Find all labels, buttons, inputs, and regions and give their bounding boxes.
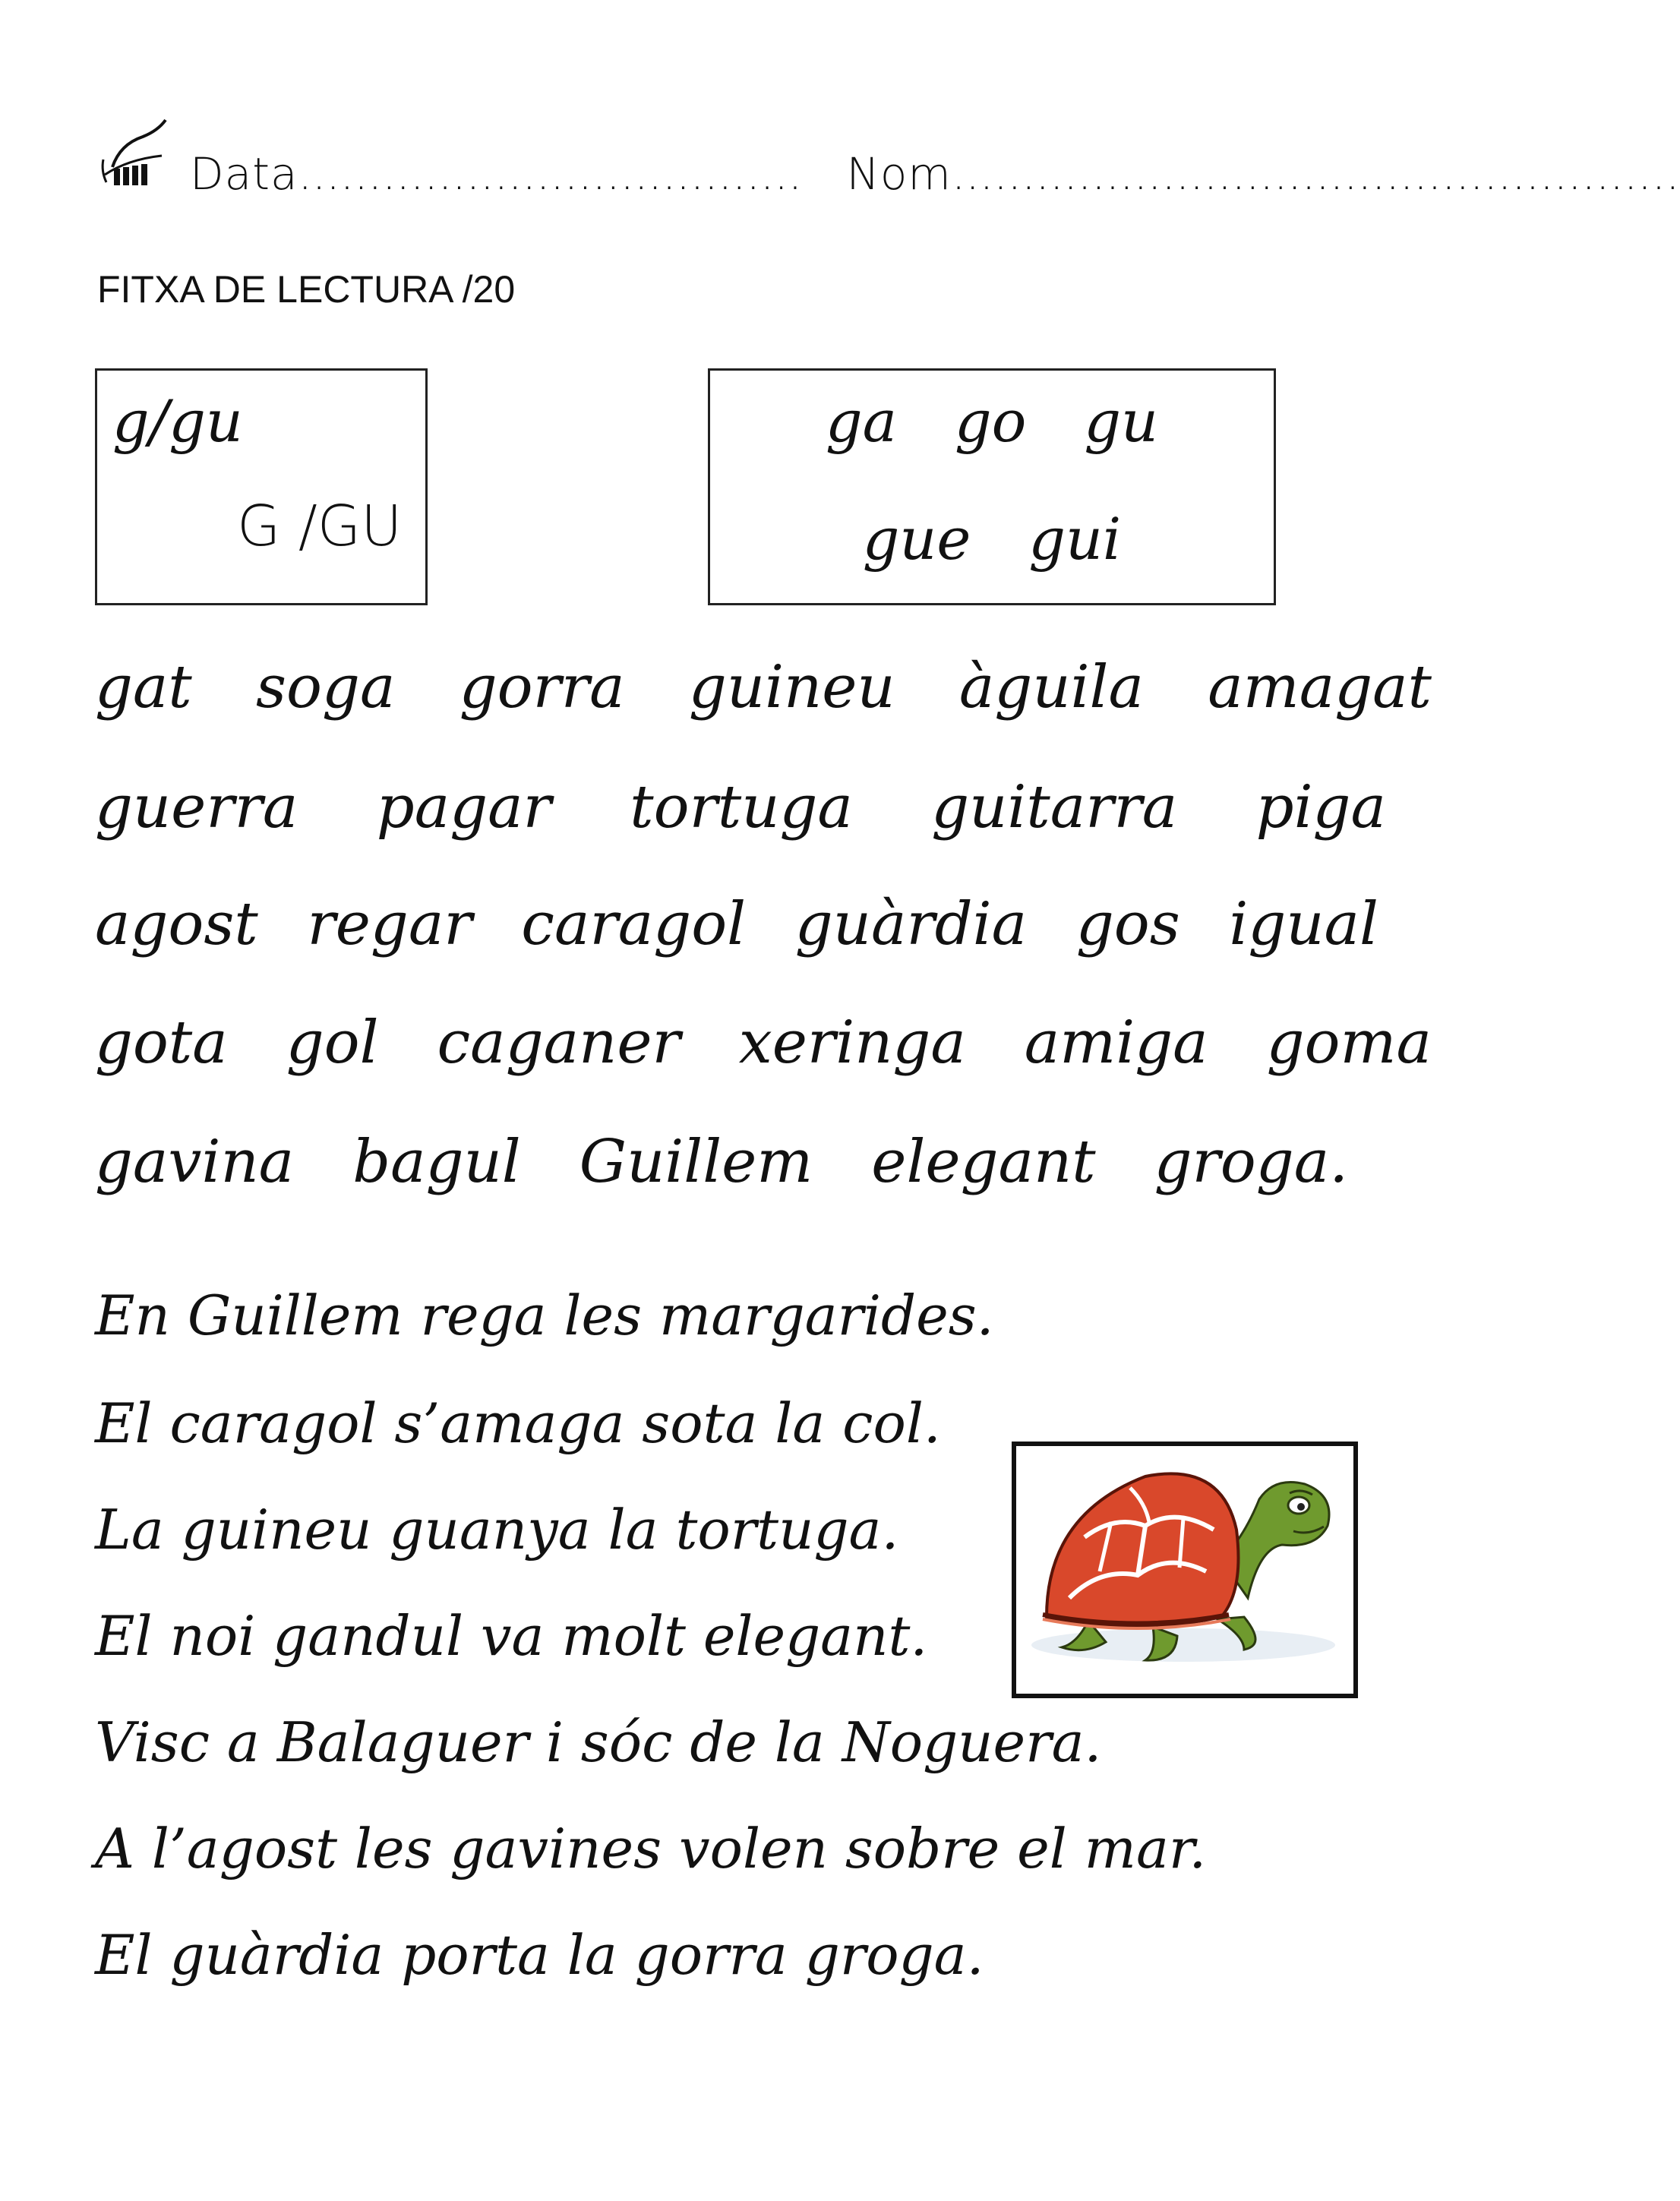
word: pagar [376,773,551,842]
sentence: La guineu guanya la tortuga. [95,1498,899,1562]
syllable: gui [1028,505,1122,573]
word: soga [256,653,396,722]
header-line [190,148,1680,200]
date-label: Data [190,148,298,200]
syllable: ga [826,387,897,455]
word: àguila [958,653,1144,722]
letter-lowercase: g/gu [112,387,243,455]
word: caragol [521,890,747,958]
word: gota [95,1009,228,1077]
word: guerra [95,773,298,842]
word: bagul [352,1128,521,1196]
date-field[interactable]: .................................... [298,148,803,200]
sentence: En Guillem rega les margarides. [95,1284,994,1347]
name-field[interactable]: .................................................... [951,148,1680,200]
word: guitarra [931,773,1178,842]
word: gol [286,1009,379,1077]
word: gat [95,653,192,722]
word: groga. [1154,1128,1348,1196]
word: regar [307,890,472,958]
word: tortuga [630,773,853,842]
letter-uppercase: G /GU [237,494,403,559]
syllable: go [954,387,1027,455]
word: amagat [1208,653,1432,722]
word: igual [1229,890,1378,958]
word-row-5 [95,1128,1348,1211]
word-row-4 [95,1009,1432,1092]
syllable: gue [862,505,971,573]
word-row-1 [95,653,1432,737]
sentence: El guàrdia porta la gorra groga. [95,1923,984,1987]
word: gavina [95,1128,295,1196]
word: gorra [459,653,625,722]
word: Guillem [579,1128,813,1196]
page-title: FITXA DE LECTURA /20 [97,268,516,311]
word: amiga [1024,1009,1208,1077]
word: guineu [688,653,895,722]
sentence: A l’agost les gavines volen sobre el mar. [95,1817,1207,1880]
word: gos [1075,890,1180,958]
syllable: gu [1084,387,1158,455]
syllable-row-1 [708,387,1276,455]
word-row-3 [95,890,1378,974]
turtle-picture-frame [1012,1442,1358,1698]
word: xeringa [738,1009,966,1077]
turtle-illustration-icon [1016,1446,1353,1694]
sentence: El caragol s’amaga sota la col. [95,1391,941,1455]
sentence: Visc a Balaguer i sóc de la Noguera. [95,1710,1102,1774]
name-label: Nom [846,148,952,200]
word: goma [1266,1009,1432,1077]
syllable-row-2 [708,505,1276,573]
word-row-2 [95,773,1386,857]
word: agost [95,890,258,958]
sentence: El noi gandul va molt elegant. [95,1604,928,1668]
word: guàrdia [794,890,1028,958]
word: piga [1255,773,1386,842]
school-logo-icon [97,114,170,197]
word: elegant [871,1128,1096,1196]
word: caganer [437,1009,681,1077]
